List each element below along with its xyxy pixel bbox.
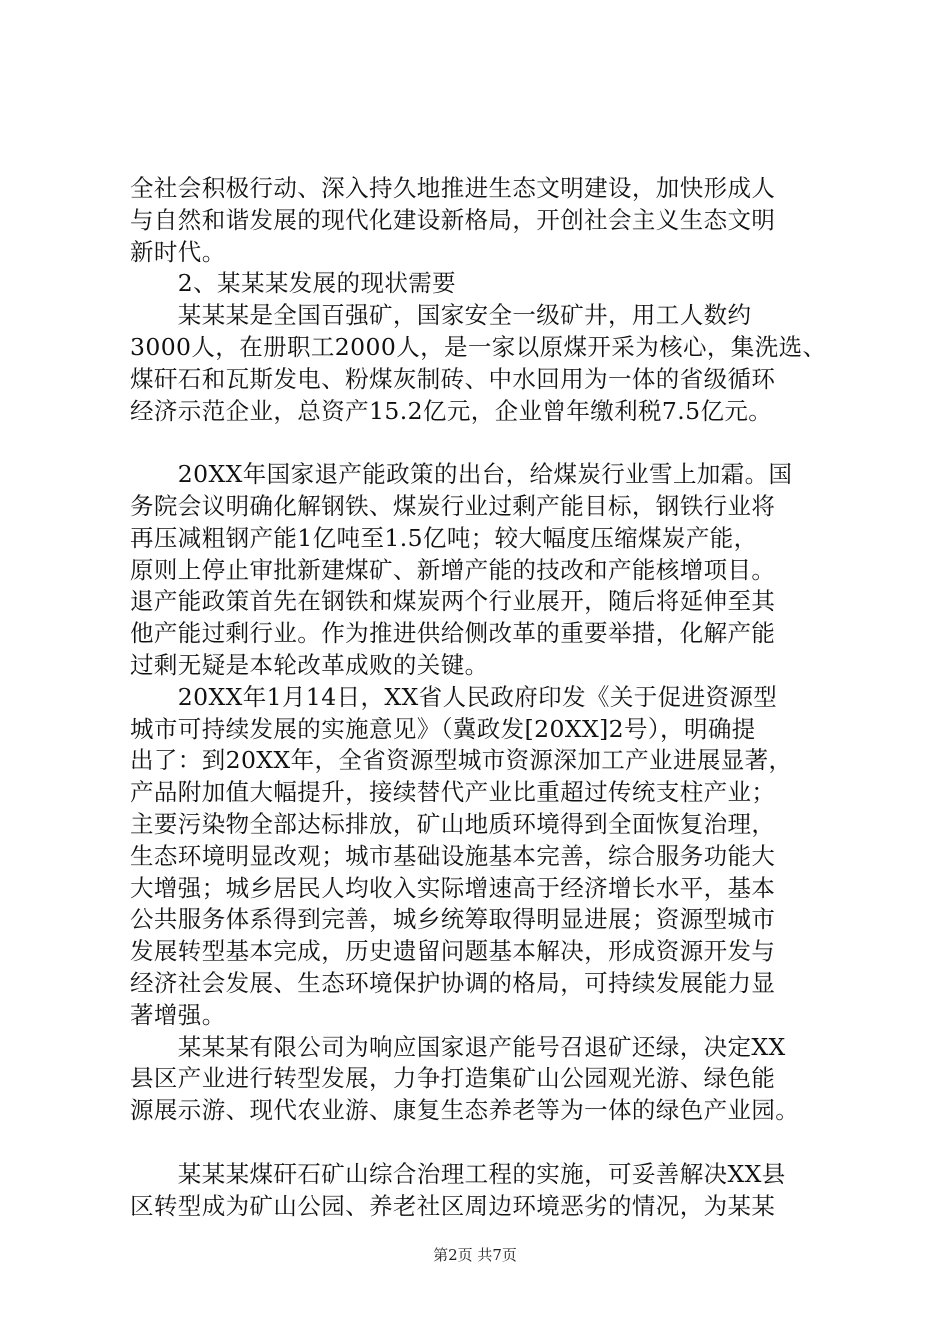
paragraph (130, 682, 840, 1032)
paragraph (130, 1032, 840, 1127)
paragraph (130, 173, 840, 268)
text-line: 某某某是全国百强矿，国家安全一级矿井，用工人数约 (130, 301, 752, 330)
text-line: 新时代。 (130, 237, 226, 266)
text-line: 他产能过剩行业。作为推进供给侧改革的重要举措，化解产能 (130, 619, 776, 648)
text-line: 县区产业进行转型发展，力争打造集矿山公园观光游、绿色能 (130, 1064, 776, 1093)
text-line: 著增强。 (130, 1000, 226, 1029)
paragraph (130, 268, 840, 300)
text-line: 城市可持续发展的实施意见》（冀政发[20XX]2号），明确提 (130, 714, 756, 743)
paragraph (130, 459, 840, 682)
text-line: 过剩无疑是本轮改革成败的关键。 (130, 650, 489, 679)
text-line: 大增强；城乡居民人均收入实际增速高于经济增长水平，基本 (130, 873, 776, 902)
text-line: 全社会积极行动、深入持久地推进生态文明建设，加快形成人 (130, 174, 776, 202)
text-line: 某某某煤矸石矿山综合治理工程的实施，可妥善解决XX县 (130, 1159, 786, 1188)
text-line: 出了：到20XX年，全省资源型城市资源深加工产业进展显著， (130, 746, 793, 775)
paragraph-gap (130, 1127, 840, 1159)
page-footer: 第2页 共7页 (433, 1246, 517, 1264)
text-line: 20XX年1月14日，XX省人民政府印发《关于促进资源型 (130, 682, 778, 711)
text-line: 煤矸石和瓦斯发电、粉煤灰制砖、中水回用为一体的省级循环 (130, 364, 776, 393)
paragraph-gap (130, 427, 840, 459)
document-body (130, 173, 840, 1222)
paragraph (130, 300, 840, 427)
paragraph (130, 1159, 840, 1223)
text-line: 再压减粗钢产能1亿吨至1.5亿吨；较大幅度压缩煤炭产能， (130, 523, 758, 552)
text-line: 区转型成为矿山公园、养老社区周边环境恶劣的情况，为某某 (130, 1191, 776, 1220)
text-line: 3000人，在册职工2000人，是一家以原煤开采为核心，集洗选、 (130, 332, 827, 361)
text-line: 公共服务体系得到完善，城乡统筹取得明显进展；资源型城市 (130, 905, 776, 934)
text-line: 原则上停止审批新建煤矿、新增产能的技改和产能核增项目。 (130, 555, 776, 584)
text-line: 产品附加值大幅提升，接续替代产业比重超过传统支柱产业； (130, 778, 776, 807)
text-line: 经济社会发展、生态环境保护协调的格局，可持续发展能力显 (130, 968, 776, 997)
text-line: 主要污染物全部达标排放，矿山地质环境得到全面恢复治理， (130, 809, 776, 838)
text-line: 生态环境明显改观；城市基础设施基本完善，综合服务功能大 (130, 841, 776, 870)
text-line: 发展转型基本完成，历史遗留问题基本解决，形成资源开发与 (130, 937, 776, 966)
text-line: 退产能政策首先在钢铁和煤炭两个行业展开，随后将延伸至其 (130, 587, 776, 616)
text-line: 经济示范企业，总资产15.2亿元，企业曾年缴利税7.5亿元。 (130, 396, 773, 425)
text-line: 务院会议明确化解钢铁、煤炭行业过剩产能目标，钢铁行业将 (130, 491, 776, 520)
text-line: 与自然和谐发展的现代化建设新格局，开创社会主义生态文明 (130, 205, 776, 234)
text-line: 20XX年国家退产能政策的出台，给煤炭行业雪上加霜。国 (130, 460, 793, 489)
text-line: 2、某某某发展的现状需要 (130, 269, 457, 298)
text-line: 某某某有限公司为响应国家退产能号召退矿还绿，决定XX (130, 1032, 786, 1061)
text-line: 源展示游、现代农业游、康复生态养老等为一体的绿色产业园。 (130, 1096, 800, 1125)
